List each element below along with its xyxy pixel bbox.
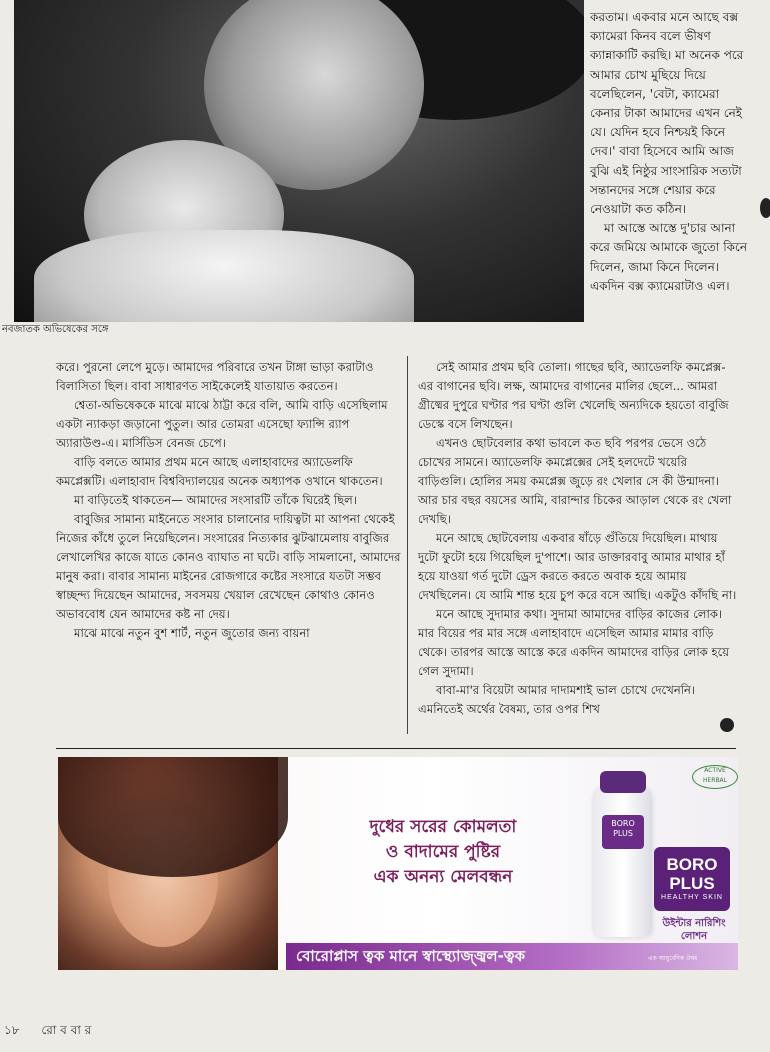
page-footer	[4, 1022, 91, 1042]
magazine-name: রো ব বা র	[41, 1023, 92, 1037]
side-paragraph: করতাম। একবার মনে আছে বক্স ক্যামেরা কিনব বলে ভীষণ ক্যান্নাকাটি করছি। মা অনেক পরে আমার চোখ মুছিয়ে দিয়ে বলেছিলেন, 'বেটা, ক্যামেরা কেনার টাকা আমাদের এখন নেই যে। যেদিন হবে নিশ্চয়ই কিনে দেব।' বাবা হিসেবে আমি আজ বুঝি এই নিষ্ঠুর সাংসারিক সত্যটা সন্তানদের সঙ্গে শেয়ার করে নেওয়াটা কত কঠিন।	[590, 10, 744, 217]
body-paragraph: বাবুজির সামান্য মাইনেতে সংসার চালানোর দায়িত্বটা মা আপনা থেকেই নিজের কাঁধে তুলে নিয়েছিলেন। সংসারের নিত্যকার ঝুটঝামেলায় বাবুজির লেখালেখির কাজে যাতে কোনও ব্যাঘাত না ঘটে। বাড়ি সামলানো, আমাদের মানুষ করা। বাবার সামান্য মাইনের রোজগারে কষ্টের সংসারে যতটা সম্ভব স্বাচ্ছন্দ্য দিয়েছেন আমাদের, সবসময় খেয়াল রেখেছেন কোথাও কোনও অভাববোধ যেন আমাদের কষ্ট না দেয়।	[56, 512, 401, 621]
photo-caption: নবজাতক অভিষেকের সঙ্গে	[2, 324, 109, 335]
brand-logo-sub: HEALTHY SKIN	[661, 894, 723, 901]
ad-footer-banner	[286, 943, 738, 970]
bottle-cap-shape	[600, 771, 646, 793]
bottle-label: BORO PLUS	[602, 815, 644, 849]
ad-separator-rule	[56, 748, 736, 749]
column-divider	[407, 356, 408, 734]
page-number: ১৮	[4, 1023, 20, 1037]
active-herbal-badge: ACTIVE HERBAL	[692, 765, 738, 789]
right-column	[418, 358, 738, 719]
ad-tagline-line: ও বাদামের পুষ্টির	[385, 842, 501, 862]
ad-model-image	[58, 757, 278, 970]
body-paragraph: মনে আছে ছোটবেলায় একবার ষাঁড়ে গুঁতিয়ে দিয়েছিল। মাথায় দুটো ফুটো হয়ে গিয়েছিল দু'পাশে। আর ডাক্তারবাবু আমার মাথার হাঁ হয়ে যাওয়া গর্ত দুটো ড্রেস করতে করতে অবাক হয়ে আমায় দেখছিলেন। যে আমি শান্ত হয়ে চুপ করে বসে আছি। একটুও কাঁদছি না।	[418, 531, 737, 602]
photo-father-kissing-infant	[14, 0, 584, 322]
ad-footer-slogan: বোরোপ্লাস ত্বক মানে স্বাস্থ্যোজ্জ্বল-ত্বক	[296, 947, 525, 965]
photo-blanket-shape	[34, 230, 414, 322]
body-paragraph: মাঝে মাঝে নতুন বুশ শার্ট, নতুন জুতোর জন্য বায়না	[74, 626, 310, 640]
ad-tagline-line: এক অনন্য মেলবন্ধন	[373, 867, 513, 887]
body-paragraph: মনে আছে সুদামার কথা। সুদামা আমাদের বাড়ির কাজের লোক। মার বিয়ের পর মার সঙ্গে এলাহাবাদে এসেছিল আমার মামার বাড়ি থেকে। তারপর আস্তে আস্তে করে একদিন আমাদের বাড়ির লোক হয়ে গেল সুদামা।	[418, 607, 730, 678]
body-paragraph: এখনও ছোটবেলার কথা ভাবলে কত ছবি পরপর ভেসে ওঠে চোখের সামনে। অ্যাডেলফি কমপ্লেক্সের সেই হলদেটে খয়েরি বাড়িগুলি। হোলির সময় কমপ্লেক্স জুড়ে রং খেলার সে কী উন্মাদনা। আর চার বছর বয়সের আমি, বারান্দার চিকের আড়াল থেকে রং খেলা দেখছি।	[418, 436, 732, 526]
body-paragraph: বাড়ি বলতে আমার প্রথম মনে আছে এলাহাবাদের অ্যাডেলফি কমপ্লেক্সটি। এলাহাবাদ বিশ্ববিদ্যালয়ের অনেক অধ্যাপক ওখানে থাকতেন।	[56, 455, 383, 488]
body-paragraph: বাবা-মা'র বিয়েটা আমার দাদামশাই ভাল চোখে দেখেননি। এমনিতেই অর্থের বৈষম্য, তার ওপর শিখ	[418, 683, 696, 716]
ad-model-hair-shape	[58, 757, 288, 877]
brand-logo-line1: BORO	[666, 855, 718, 874]
body-paragraph: মা বাড়িতেই থাকতেন— আমাদের সংসারটি তাঁকে ঘিরেই ছিল।	[74, 493, 357, 507]
section-bullet-icon	[760, 198, 770, 218]
ad-tagline-line: দুধের সরের কোমলতা	[369, 817, 517, 837]
body-paragraph: সেই আমার প্রথম ছবি তোলা। গাছের ছবি, অ্যাডেলফি কমপ্লেক্স-এর বাগানের ছবি। লক্ষ, আমাদের বাগানের মালির ছেলে... আমরা গ্রীষ্মের দুপুরে ঘণ্টার পর ঘণ্টা গুলি খেলেছি অন্যদিকে হয়তো বাবুজি ডেস্কে বসে লিখছেন।	[418, 360, 729, 431]
body-paragraph: করে। পুরনো লেপে মুড়ে। আমাদের পরিবারে তখন টাঙ্গা ভাড়া করাটাও বিলাসিতা ছিল। বাবা সাধারণত সাইকেলেই যাতায়াত করতেন।	[56, 360, 374, 393]
left-column	[56, 358, 401, 643]
brand-logo-line2: PLUS	[669, 874, 715, 893]
product-name: উইন্টার নারিশিং লোশন	[662, 918, 726, 942]
brand-logo	[654, 847, 730, 911]
side-column	[590, 8, 752, 296]
body-paragraph: শ্বেতা-অভিষেককে মাঝে মাঝে ঠাট্টা করে বলি, আমি বাড়ি এসেছিলাম একটা ন্যাকড়া জড়ানো পুতুল। আর তোমরা এসেছো ফ্যান্সি র‍্যাপ অ্যারাউণ্ড-এ। মার্সিডিস বেনজ চেপে।	[56, 398, 388, 450]
product-bottle-image	[594, 787, 652, 937]
ad-fine-print: এক আয়ুর্বেদিক ঔষধ	[648, 955, 698, 962]
ad-tagline	[323, 815, 563, 890]
continue-mark-icon	[720, 718, 734, 732]
boroplus-advertisement	[58, 757, 738, 970]
side-paragraph: মা আস্তে আস্তে দু'চার আনা করে জমিয়ে আমাকে জুতো কিনে দিলেন, জামা কিনে দিলেন। একদিন বক্স ক্যামেরাটাও এল।	[590, 221, 748, 293]
